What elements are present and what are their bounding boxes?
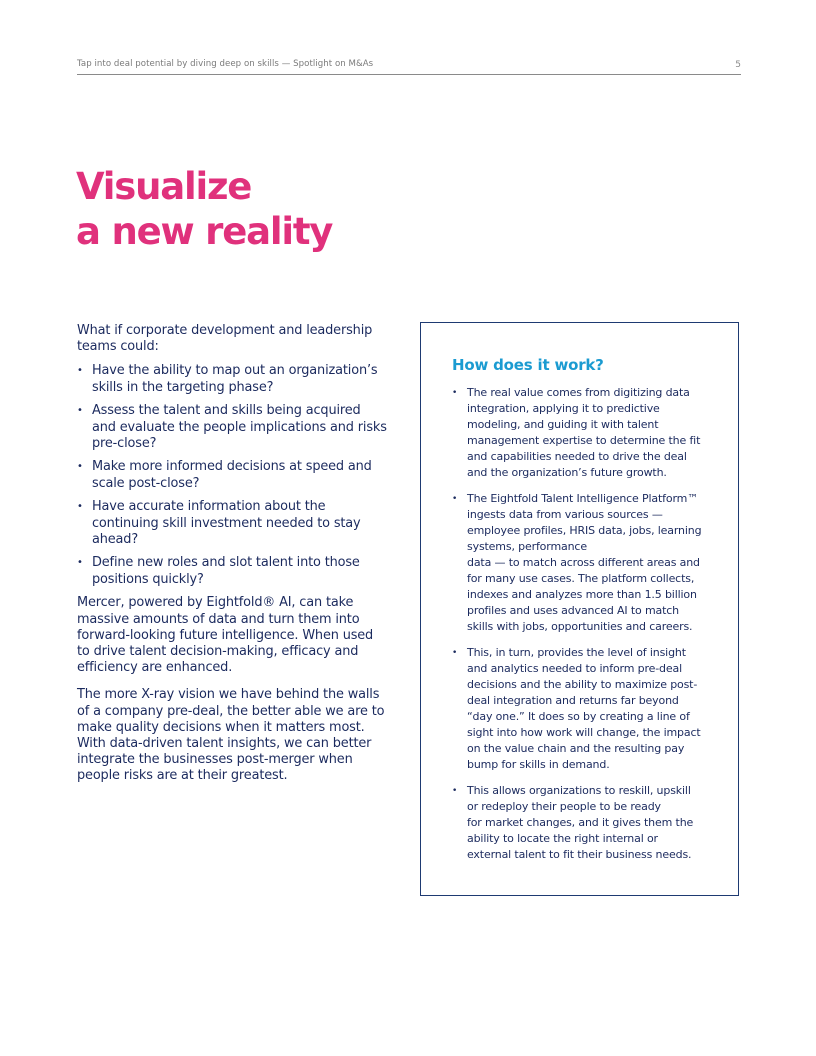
text-line: “day one.” It does so by creating a line of	[467, 710, 690, 723]
text-line: This, in turn, provides the level of insight	[467, 646, 686, 659]
text-line: This allows organizations to reskill, upskill	[467, 784, 691, 797]
bullet-icon: •	[452, 494, 458, 504]
page-title	[76, 164, 332, 254]
text-line: The Eightfold Talent Intelligence Platform™	[467, 492, 699, 505]
bullet-icon: •	[452, 786, 458, 796]
text-line: for many use cases. The platform collects,	[467, 572, 695, 585]
list-item	[77, 403, 387, 452]
text-line: and analytics needed to inform pre-deal	[467, 662, 682, 675]
text-line: systems, performance	[467, 540, 587, 553]
list-item	[452, 783, 722, 863]
list-item	[77, 555, 387, 587]
body-paragraph-eightfold: Mercer, powered by Eightfold® AI, can take massive amounts of data and turn them into forward-looking future intelligence. When used to drive talent decision-making, efficacy and efficiency are enhanced.	[77, 595, 374, 676]
bullet-icon: •	[452, 648, 458, 658]
text-line: ingests data from various sources —	[467, 508, 663, 521]
bullet-icon: •	[77, 557, 83, 569]
bullet-icon: •	[77, 405, 83, 417]
text-line: employee profiles, HRIS data, jobs, learning	[467, 524, 702, 537]
bullet-icon: •	[77, 365, 83, 377]
box-heading: How does it work?	[452, 356, 604, 374]
text-line: indexes and analyzes more than 1.5 billion	[467, 588, 697, 601]
text-line: external talent to fit their business needs.	[467, 848, 692, 861]
how-it-works-list	[452, 385, 722, 873]
running-header	[77, 56, 741, 75]
text-line: modeling, and guiding it with talent	[467, 418, 659, 431]
list-item-text: Define new roles and slot talent into those positions quickly?	[92, 555, 360, 587]
list-item-text: Assess the talent and skills being acquired and evaluate the people implications and risks pre-close?	[92, 403, 387, 451]
running-title: Tap into deal potential by diving deep on skills — Spotlight on M&As	[77, 59, 374, 69]
list-item-text: Make more informed decisions at speed and scale post-close?	[92, 459, 372, 491]
list-item	[77, 459, 387, 491]
text-line: and capabilities needed to drive the deal	[467, 450, 687, 463]
text-line: skills with jobs, opportunities and careers.	[467, 620, 693, 633]
question-list	[77, 363, 387, 587]
text-line: or redeploy their people to be ready	[467, 800, 661, 813]
text-line: ability to locate the right internal or	[467, 832, 658, 845]
list-item	[452, 385, 722, 481]
page-title-line-2: a new reality	[76, 210, 333, 253]
how-it-works-box	[420, 322, 739, 896]
list-item	[452, 491, 722, 635]
body-paragraph-xray-vision: The more X-ray vision we have behind the walls of a company pre-deal, the better able we are to make quality decisions when it matters most. With data-driven talent insights, we can better integrate the businesses post-merger when people risks are at their greatest.	[77, 687, 385, 784]
text-line: for market changes, and it gives them the	[467, 816, 694, 829]
list-item-text: Have the ability to map out an organization’s skills in the targeting phase?	[92, 363, 378, 395]
text-line: profiles and uses advanced AI to match	[467, 604, 679, 617]
text-line: The real value comes from digitizing data	[467, 386, 690, 399]
text-line: management expertise to determine the fit	[467, 434, 701, 447]
page-title-line-1: Visualize	[76, 165, 252, 208]
text-line: integration, applying it to predictive	[467, 402, 660, 415]
list-item-text: Have accurate information about the continuing skill investment needed to stay ahead?	[92, 499, 361, 547]
text-line: data — to match across different areas and	[467, 556, 700, 569]
text-line: decisions and the ability to maximize post-	[467, 678, 698, 691]
bullet-icon: •	[452, 388, 458, 398]
left-column	[77, 323, 387, 796]
list-item	[77, 499, 387, 548]
list-item	[77, 363, 387, 395]
bullet-icon: •	[77, 461, 83, 473]
text-line: bump for skills in demand.	[467, 758, 610, 771]
text-line: sight into how work will change, the impact	[467, 726, 701, 739]
text-line: deal integration and returns far beyond	[467, 694, 679, 707]
intro-text: What if corporate development and leadership teams could:	[77, 323, 373, 355]
text-line: on the value chain and the resulting pay	[467, 742, 685, 755]
page-number: 5	[735, 60, 741, 70]
list-item	[452, 645, 722, 773]
bullet-icon: •	[77, 501, 83, 513]
text-line: and the organization’s future growth.	[467, 466, 667, 479]
